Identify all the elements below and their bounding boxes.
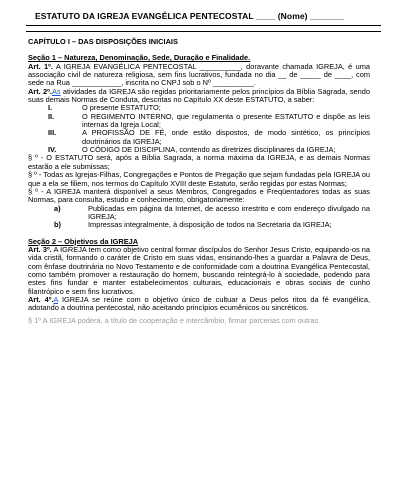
list-item bbox=[28, 129, 370, 146]
list-item-number: III. bbox=[48, 128, 57, 138]
list-item-number: II. bbox=[48, 111, 55, 121]
section-1-heading: Seção 1 – Natureza, Denominação, Sede, Duração e Finalidade. bbox=[28, 53, 251, 63]
lettered-item bbox=[28, 221, 370, 229]
title-rule-top bbox=[26, 25, 381, 26]
list-item-number: I. bbox=[48, 103, 53, 113]
chapter-heading: CAPÍTULO I – DAS DISPOSIÇÕES INICIAIS bbox=[28, 37, 178, 46]
article-4-text: IGREJA se reúne com o objetivo único de cultuar a Deus pelos ritos da fé evangélica, adotando a doutrina pentecostal, não aceitando princípios ecumênicos ou sincréticos. bbox=[28, 294, 371, 313]
faded-continuation-text: § 1º A IGREJA poderá, a título de cooperação e intercâmbio, firmar parcerias com outras bbox=[28, 315, 319, 325]
article-2-label: Art. 2º. bbox=[28, 86, 52, 96]
list-item-text: O REGIMENTO INTERNO, que regulamenta o presente ESTATUTO e dispõe as leis internas da Igreja Local; bbox=[82, 111, 370, 130]
lettered-item-letter: a) bbox=[54, 203, 61, 213]
document-title: ESTATUTO DA IGREJA EVANGÉLICA PENTECOSTAL ____ (Nome) _______ bbox=[35, 11, 344, 21]
list-item bbox=[28, 113, 370, 130]
lettered-item-text: Impressas integralmente, à disposição de todos na Secretaria da IGREJA; bbox=[88, 220, 332, 230]
article-3-text: A IGREJA tem como objetivo central formar discípulos do Senhor Jesus Cristo, equipando-os na vida cristã, formando o caráter de Cristo em suas vidas, ensinando-lhes a guardar a Palavra de Deus, com ênfase doutrinária no Novo Testamento e de conformidade com a doutrina Evangélica Pentecostal, como também promover a restauração do homem, buscando reintegrá-lo à sociedade, podendo para estes fins fundar e manter estabelecimentos culturais, educacionais e obras sociais de cunho filantrópico e sem fins lucrativos. bbox=[28, 244, 370, 296]
list-item-text: A PROFISSÃO DE FÉ, onde estão dispostos, de modo sintético, os princípios doutrinários da IGREJA; bbox=[82, 128, 370, 146]
paragraph-3: § º - A IGREJA manterá disponível a seus Membros, Congregados e Freqüentadores todas as suas Normas, para consulta, estudo e conhecimento, obrigatoriamente: bbox=[28, 186, 370, 205]
article-2-text: atividades da IGREJA são regidas prioritariamente pelos princípios da Bíblia Sagrada, sendo suas demais Normas de Conduta, descritas no Capítulo XX deste ESTATUTO, a saber: bbox=[28, 86, 370, 105]
lettered-item bbox=[28, 205, 370, 222]
list-item-text: O presente ESTATUTO; bbox=[82, 103, 161, 113]
article-2-link[interactable]: As bbox=[51, 86, 61, 96]
title-rule-bottom bbox=[26, 31, 381, 32]
article-4-label: Art. 4º. bbox=[28, 294, 54, 304]
list-item-number: IV. bbox=[48, 145, 57, 155]
article-4-link[interactable]: A bbox=[53, 294, 59, 304]
article-2 bbox=[28, 88, 370, 105]
article-1 bbox=[28, 63, 370, 88]
document-body bbox=[28, 38, 370, 325]
list-item-text: O CÓDIGO DE DISCIPLINA, contendo as diretrizes disciplinares da IGREJA; bbox=[82, 145, 336, 155]
article-3-label: Art. 3º. bbox=[28, 244, 52, 254]
paragraph-1: § º - O ESTATUTO será, após a Bíblia Sagrada, a norma máxima da IGREJA, e as demais Normas estarão a ele submissas; bbox=[28, 153, 370, 171]
lettered-item-text: Publicadas em página da Internet, de acesso irrestrito e com endereço divulgado na IGREJA; bbox=[88, 203, 370, 221]
article-4 bbox=[28, 296, 370, 313]
lettered-item-letter: b) bbox=[54, 220, 61, 230]
article-1-label: Art. 1º. bbox=[28, 61, 53, 71]
paragraph-2: § º - Todas as Igrejas-Filhas, Congregações e Pontos de Pregação que sejam fundadas pela IGREJA ou que a ela se filiem, nos termos do Capítulo XVIII deste Estatuto, serão regidas por estas Normas; bbox=[28, 170, 370, 188]
article-1-text: A IGREJA EVANGÉLICA PENTECOSTAL __________, doravante chamada IGREJA, é uma associação civil de natureza religiosa, sem fins lucrativos, fundada no dia __ de _____ de ____, com sede na Rua ____________, inscrita no CNPJ sob o Nº __________. bbox=[28, 61, 370, 88]
article-3 bbox=[28, 246, 370, 296]
section-2-heading: Seção 2 – Objetivos da IGREJA bbox=[28, 236, 139, 246]
